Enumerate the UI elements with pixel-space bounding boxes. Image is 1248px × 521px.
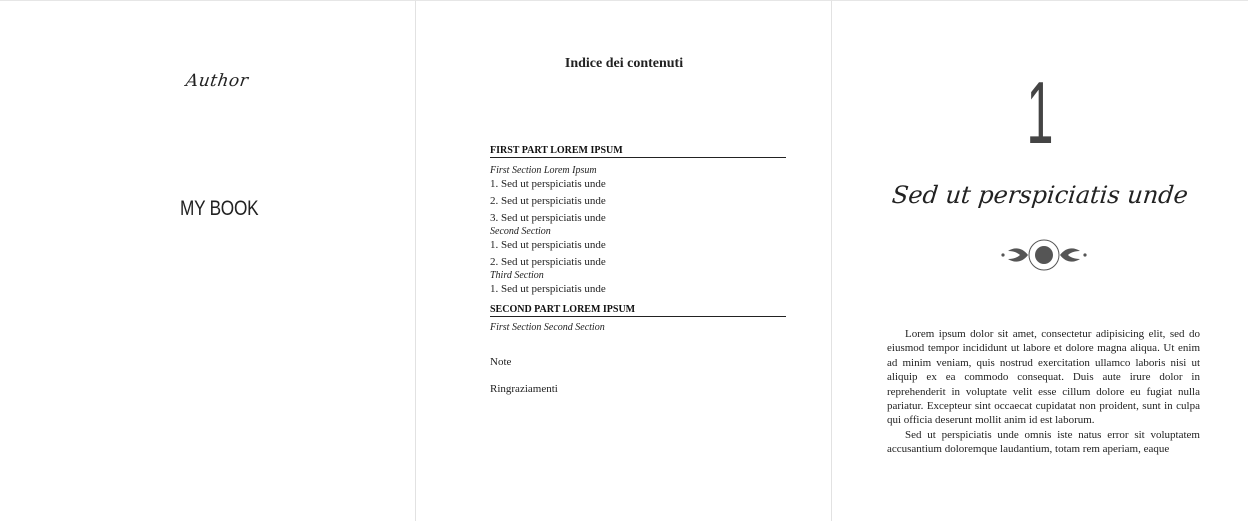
chapter-page (832, 0, 1248, 521)
toc-section[interactable]: First Section Lorem Ipsum (490, 165, 597, 176)
toc-item[interactable]: 2. Sed ut perspiciatis unde (490, 256, 606, 268)
toc-item[interactable]: 1. Sed ut perspiciatis unde (490, 283, 606, 295)
toc-item[interactable]: 1. Sed ut perspiciatis unde (490, 239, 606, 251)
toc-part-2[interactable]: SECOND PART LOREM IPSUM (490, 304, 786, 317)
toc-item[interactable]: 2. Sed ut perspiciatis unde (490, 195, 606, 207)
toc-section[interactable]: Third Section (490, 270, 544, 281)
body-paragraph: Sed ut perspiciatis unde omnis iste natus error sit voluptatem accusantium doloremque laudantium, totam rem aperiam, eaque (887, 428, 1200, 456)
title-page (0, 0, 416, 521)
toc-heading: Indice dei contenuti (564, 56, 684, 71)
body-paragraph: Lorem ipsum dolor sit amet, consectetur adipisicing elit, sed do eiusmod tempor incididunt ut labore et dolore magna aliqua. Ut enim ad minim veniam, quis nostrud exercitation ullamco laboris nisi ut aliquip ex ea commodo consequat. Duis aute irure dolor in reprehenderit in voluptate velit esse cillum dolore eu fugiat nulla pariatur. Excepteur sint occaecat cupidatat non proident, sunt in culpa qui officia deserunt mollit anim id est laborum. (887, 328, 1200, 427)
toc-list (490, 145, 786, 395)
floral-divider-icon (1000, 237, 1088, 273)
toc-section[interactable]: Second Section (490, 226, 551, 237)
toc-section[interactable]: First Section Second Section (490, 322, 605, 333)
toc-item[interactable]: 3. Sed ut perspiciatis unde (490, 212, 606, 224)
toc-item[interactable]: 1. Sed ut perspiciatis unde (490, 178, 606, 190)
toc-note[interactable]: Note (490, 356, 512, 368)
chapter-title: Sed ut perspiciatis unde (890, 181, 1190, 209)
toc-acknowledgements[interactable]: Ringraziamenti (490, 383, 558, 395)
chapter-body (887, 327, 1200, 457)
toc-part-1[interactable]: FIRST PART LOREM IPSUM (490, 145, 786, 158)
book-title: MY BOOK (180, 197, 259, 220)
author-name: Author (184, 71, 250, 91)
chapter-number: 1 (1026, 63, 1054, 162)
toc-page (416, 0, 832, 521)
